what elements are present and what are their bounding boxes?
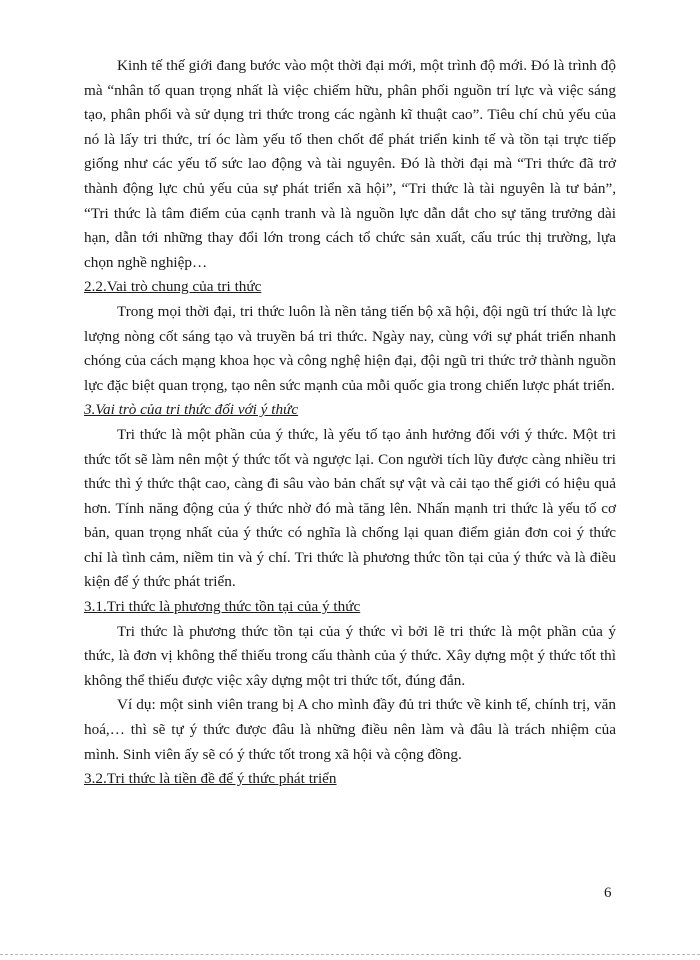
heading-2-2: 2.2.Vai trò chung của tri thức (84, 278, 262, 296)
paragraph-role-of-knowledge: Trong mọi thời đại, tri thức luôn là nền tảng tiến bộ xã hội, đội ngũ trí thức là lực lượng nòng cốt sáng tạo và truyền bá tri thức. Ngày nay, cùng với sự phát triển nhanh chóng của cách mạng khoa học và công nghệ hiện đại, đội ngũ tri thức trở thành nguồn lực đặc biệt quan trọng, tạo nên sức mạnh của mỗi quốc gia trong chiến lược phát triển. (84, 302, 616, 394)
paragraph-example-student: Ví dụ: một sinh viên trang bị A cho mình đầy đủ tri thức về kinh tế, chính trị, văn hoá,… thì sẽ tự ý thức được đâu là những điều nên làm và đâu là trách nhiệm của mình. Sinh viên ấy sẽ có ý thức tốt trong xã hội và cộng đồng. (84, 696, 616, 763)
page-bottom-divider (0, 954, 700, 955)
heading-3-2: 3.2.Tri thức là tiền đề để ý thức phát triển (84, 770, 337, 788)
page-body (84, 54, 616, 792)
paragraph-knowledge-and-consciousness: Tri thức là một phần của ý thức, là yếu tố tạo ảnh hưởng đối với ý thức. Một tri thức tốt sẽ làm nên một ý thức tốt và ngược lại. Con người tích lũy được càng nhiều tri thức thì ý thức thật cao, càng đi sâu vào bản chất sự vật và cải tạo thế giới có hiệu quả hơn. Tính năng động của ý thức nhờ đó mà tăng lên. Nhấn mạnh tri thức là yếu tố cơ bản, quan trọng nhất của ý thức có nghĩa là chống lại quan điểm giản đơn coi ý thức chỉ là tình cảm, niềm tin và ý chí. Tri thức là phương thức tồn tại của ý thức và là điều kiện để ý thức phát triển. (84, 425, 616, 591)
heading-3-1: 3.1.Tri thức là phương thức tồn tại của ý thức (84, 598, 361, 616)
paragraph-mode-of-existence: Tri thức là phương thức tồn tại của ý thức vì bởi lẽ tri thức là một phần của ý thức, là đơn vị không thể thiếu trong cấu thành của ý thức. Xây dựng một ý thức tốt thì không thể thiếu được việc xây dựng một tri thức tốt, đúng đắn. (84, 622, 616, 689)
heading-3: 3.Vai trò của tri thức đối với ý thức (84, 401, 299, 419)
page-number: 6 (604, 885, 612, 901)
paragraph-knowledge-economy: Kinh tế thế giới đang bước vào một thời đại mới, một trình độ mới. Đó là trình độ mà “nhân tố quan trọng nhất là việc chiếm hữu, phân phối nguồn trí lực và việc sáng tạo, phân phối và sử dụng tri thức trong các ngành kĩ thuật cao”. Tiêu chí chủ yếu của nó là lấy tri thức, trí óc làm yếu tố then chốt để phát triển kinh tế và tồn tại trực tiếp giống như các yếu tố sức lao động và tài nguyên. Đó là thời đại mà “Tri thức đã trở thành động lực chủ yếu của sự phát triển xã hội”, “Tri thức là tài nguyên là tư bản”, “Tri thức là tâm điểm của cạnh tranh và là nguồn lực dẫn dắt cho sự tăng trưởng dài hạn, dẫn tới những thay đổi lớn trong cách tổ chức sản xuất, cấu trúc thị trường, lựa chọn nghề nghiệp… (84, 57, 616, 271)
